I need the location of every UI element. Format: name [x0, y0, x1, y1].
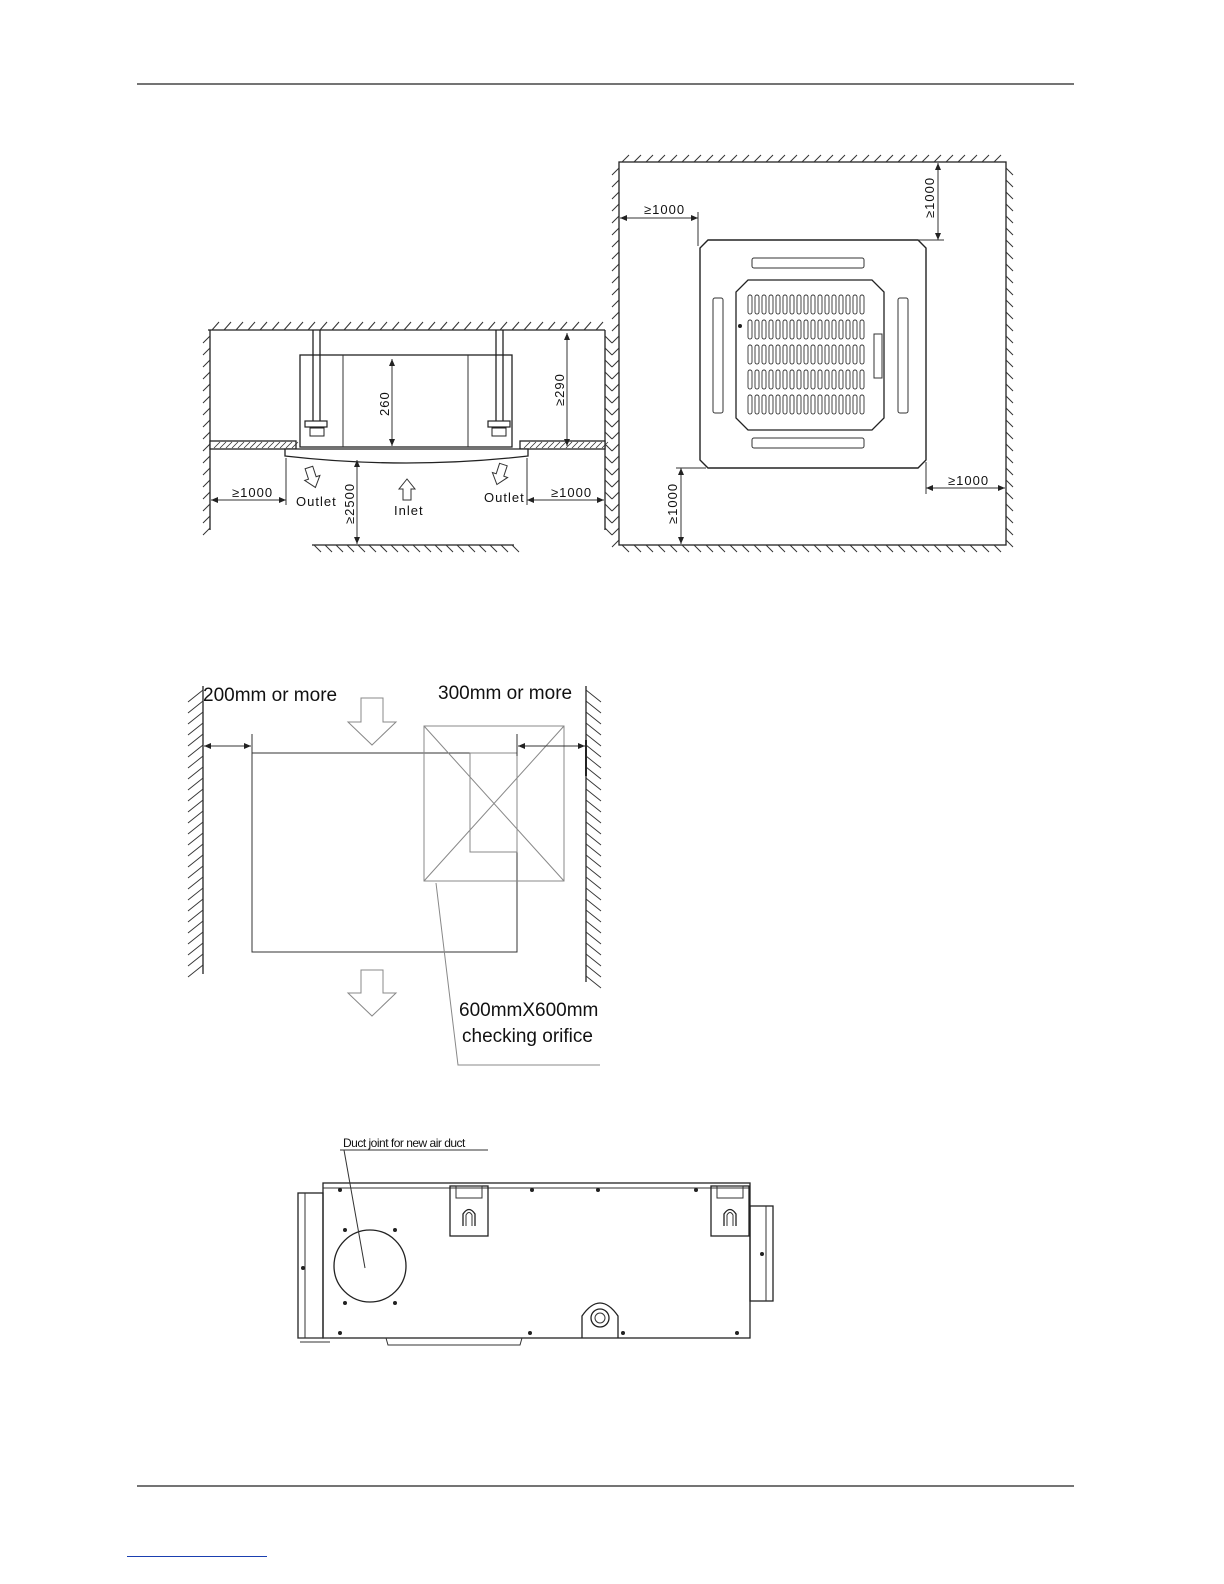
duct-joint-label: Duct joint for new air duct [343, 1136, 465, 1150]
outlet-arrow-left-icon [301, 465, 323, 490]
dim-right-clearance-label: ≥1000 [551, 485, 593, 500]
return-air-arrow-icon [348, 698, 396, 745]
unit-body-side [323, 1183, 750, 1338]
duct-joint-diagram [298, 1136, 773, 1345]
left-clearance-label: 200mm or more [203, 685, 338, 706]
cassette-unit-body [300, 355, 512, 447]
side-view-diagram [203, 322, 612, 552]
plan-dim-bottom-label: ≥1000 [665, 482, 680, 524]
ceiling-hatch [212, 322, 603, 330]
orifice-label-line2: checking orifice [462, 1026, 593, 1047]
drain-outlet-icon [582, 1303, 618, 1338]
duct-joint-leader [344, 1150, 365, 1268]
decoration-panel [285, 449, 528, 463]
outlet-arrow-right-icon [489, 462, 511, 487]
outlet-right-label: Outlet [484, 490, 525, 505]
plan-view-diagram [612, 155, 1013, 552]
dim-unit-height-label: 260 [377, 391, 392, 416]
wall-hatch-2 [188, 690, 601, 988]
inlet-arrow-icon [399, 479, 415, 500]
inlet-label: Inlet [394, 503, 424, 518]
dim-floor-clearance-label: ≥2500 [342, 482, 357, 524]
outlet-left-label: Outlet [296, 494, 337, 509]
cassette-panel-plan [700, 240, 926, 468]
duct-unit-clearance-diagram [188, 683, 601, 1065]
plan-dim-right-label: ≥1000 [948, 473, 990, 488]
footer-link-underline [127, 1556, 267, 1557]
orifice-label-line1: 600mmX600mm [459, 1000, 599, 1021]
left-flange [298, 1193, 323, 1338]
plan-dim-left-label: ≥1000 [644, 202, 686, 217]
dim-ceiling-space-label: ≥290 [552, 373, 567, 406]
floor-hatch [314, 545, 519, 552]
supply-air-arrow-icon [348, 970, 396, 1016]
hanger-bracket-left-icon [450, 1186, 488, 1236]
plan-dim-top-label: ≥1000 [922, 176, 937, 218]
hanger-bracket-right-icon [711, 1186, 749, 1236]
right-clearance-label: 300mm or more [438, 683, 573, 704]
duct-joint-circle [334, 1230, 406, 1302]
dim-left-clearance-label: ≥1000 [232, 485, 274, 500]
